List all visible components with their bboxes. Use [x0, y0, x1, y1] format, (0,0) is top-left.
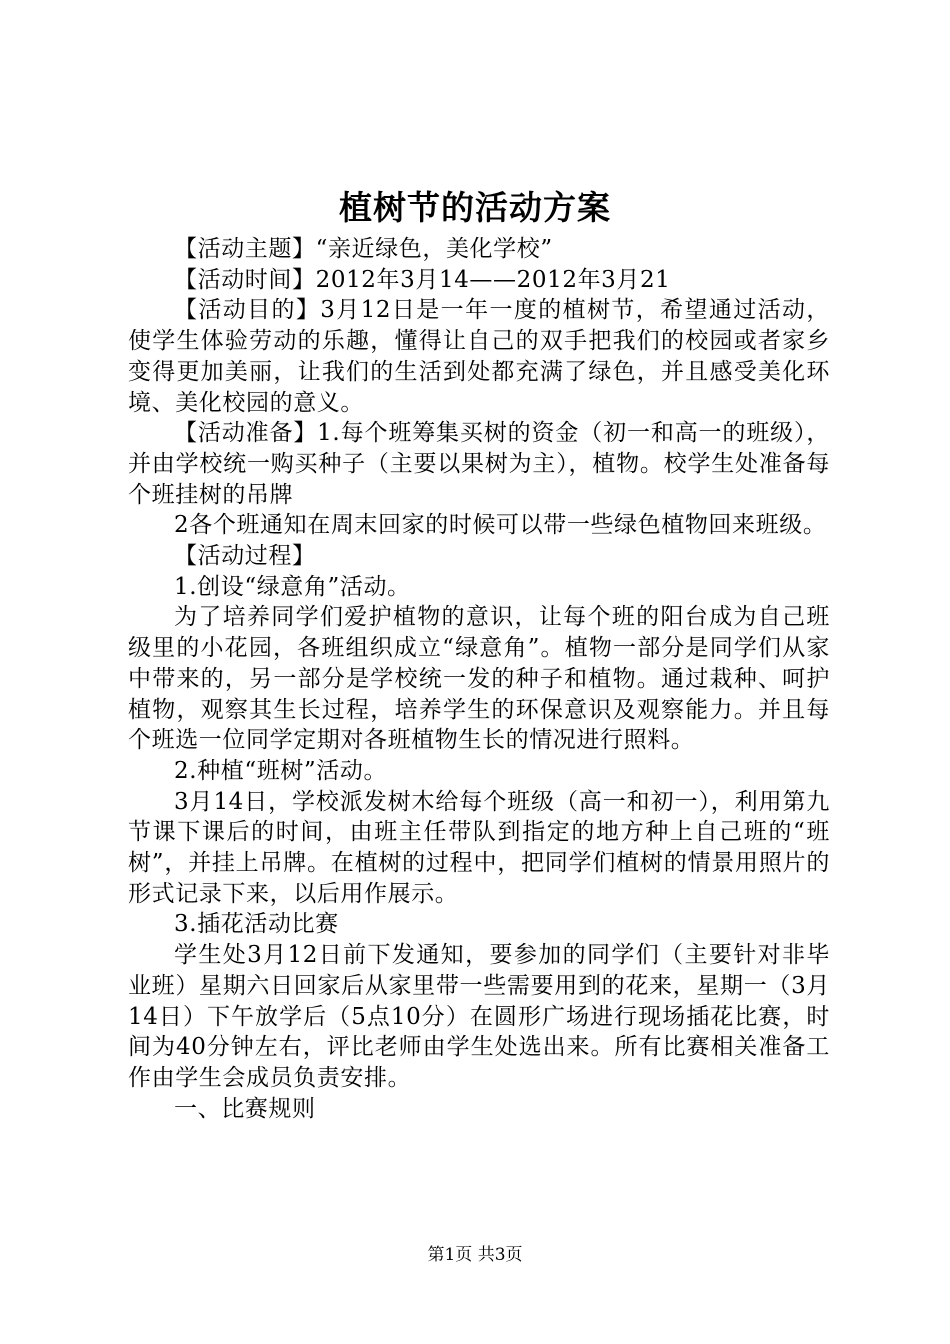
paragraph-green-corner-heading: 1.创设“绿意角”活动。	[174, 573, 411, 600]
paragraph-flower-contest-body: 学生处3月12日前下发通知，要参加的同学们（主要针对非毕业班）星期六日回家后从家里带一些需要用到的花来，星期一（3月14日）下午放学后（5点10分）在圆形广场进行现场插花比赛，时间为40分钟左右，评比老师由学生处选出来。所有比赛相关准备工作由学生会成员负责安排。	[128, 942, 830, 1091]
document-title: 植树节的活动方案	[339, 188, 611, 227]
document-body	[128, 234, 830, 1124]
paragraph-class-tree-heading: 2.种植“班树”活动。	[174, 757, 388, 784]
paragraph-activity-process: 【活动过程】	[174, 543, 316, 570]
paragraph-flower-contest-heading: 3.插花活动比赛	[174, 911, 339, 938]
paragraph-activity-theme: 【活动主题】“亲近绿色，美化学校”	[174, 236, 553, 262]
paragraph-preparation-item-2: 2各个班通知在周末回家的时候可以带一些绿色植物回来班级。	[174, 512, 827, 539]
page-number-footer: 第1页 共3页	[427, 1245, 523, 1265]
paragraph-activity-preparation: 【活动准备】1.每个班筹集买树的资金（初一和高一的班级），并由学校统一购买种子（主要以果树为主），植物。校学生处准备每个班挂树的吊牌	[128, 420, 830, 508]
paragraph-activity-time: 【活动时间】2012年3月14——2012年3月21	[174, 266, 671, 293]
paragraph-contest-rules-heading: 一、比赛规则	[174, 1095, 316, 1122]
paragraph-green-corner-body: 为了培养同学们爱护植物的意识，让每个班的阳台成为自己班级里的小花园，各班组织成立“绿意角”。植物一部分是同学们从家中带来的，另一部分是学校统一发的种子和植物。通过栽种、呵护植物，观察其生长过程，培养学生的环保意识及观察能力。并且每个班选一位同学定期对各班植物生长的情况进行照料。	[128, 604, 830, 754]
paragraph-activity-purpose: 【活动目的】3月12日是一年一度的植树节，希望通过活动，使学生体验劳动的乐趣，懂得让自己的双手把我们的校园或者家乡变得更加美丽，让我们的生活到处都充满了绿色，并且感受美化环境、美化校园的意义。	[128, 297, 830, 416]
paragraph-class-tree-body: 3月14日，学校派发树木给每个班级（高一和初一），利用第九节课下课后的时间，由班主任带队到指定的地方种上自己班的“班树”，并挂上吊牌。在植树的过程中，把同学们植树的情景用照片的形式记录下来，以后用作展示。	[128, 788, 830, 907]
